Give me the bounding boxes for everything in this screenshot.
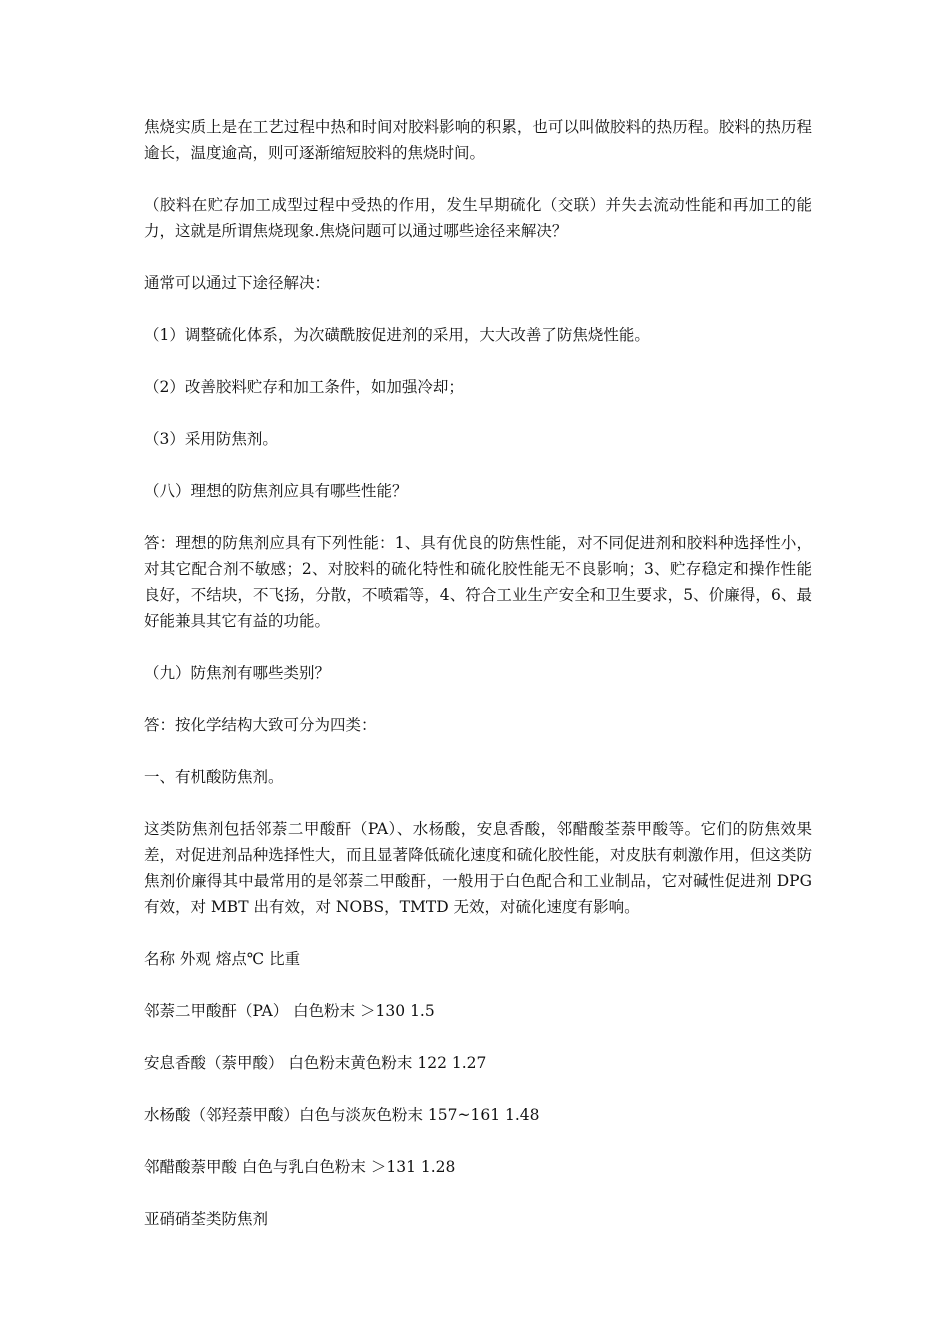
- paragraph-solution-2: （2）改善胶料贮存和加工条件，如加强冷却；: [144, 378, 464, 396]
- table-row-salicylic-acid: 水杨酸（邻羟萘甲酸）白色与淡灰色粉末 157~161 1.48: [144, 1106, 540, 1124]
- table-header-line: 名称 外观 熔点℃ 比重: [144, 950, 301, 968]
- paragraph-scorch-phenomenon: （胶料在贮存加工成型过程中受热的作用，发生早期硫化（交联）并失去流动性能和再加工的能力，这就是所谓焦烧现象.焦烧问题可以通过哪些途径来解决？: [144, 196, 812, 240]
- paragraph-scorch-definition: 焦烧实质上是在工艺过程中热和时间对胶料影响的积累，也可以叫做胶料的热历程。胶料的热历程逾长，温度逾高，则可逐渐缩短胶料的焦烧时间。: [144, 118, 812, 162]
- heading-question-8: （八）理想的防焦剂应具有哪些性能？: [144, 482, 408, 500]
- paragraph-answer-9: 答：按化学结构大致可分为四类：: [144, 716, 377, 734]
- table-row-acetyl-acid: 邻醋酸萘甲酸 白色与乳白色粉末 ＞131 1.28: [144, 1158, 456, 1176]
- paragraph-solution-1: （1）调整硫化体系，为次磺酰胺促进剂的采用，大大改善了防焦烧性能。: [144, 326, 650, 344]
- heading-question-9: （九）防焦剂有哪些类别？: [144, 664, 331, 682]
- heading-nitroso-class: 亚硝硝荃类防焦剂: [144, 1210, 269, 1228]
- table-row-pa: 邻萘二甲酸酐（PA） 白色粉末 ＞130 1.5: [144, 1002, 435, 1020]
- paragraph-solution-3: （3）采用防焦剂。: [144, 430, 278, 448]
- table-row-benzoic-acid: 安息香酸（萘甲酸） 白色粉末黄色粉末 122 1.27: [144, 1054, 487, 1072]
- document-page: [144, 114, 812, 1258]
- paragraph-answer-8: 答：理想的防焦剂应具有下列性能：1、具有优良的防焦性能，对不同促进剂和胶料种选择性小，对其它配合剂不敏感；2、对胶料的硫化特性和硫化胶性能无不良影响；3、贮存稳定和操作性能良好，不结块，不飞扬，分散，不喷霜等，4、符合工业生产安全和卫生要求，5、价廉得，6、最好能兼具其它有益的功能。: [144, 534, 812, 630]
- paragraph-solutions-intro: 通常可以通过下途径解决：: [144, 274, 331, 292]
- heading-organic-acid: 一、有机酸防焦剂。: [144, 768, 284, 786]
- paragraph-organic-acid-description: 这类防焦剂包括邻萘二甲酸酐（PA）、水杨酸，安息香酸，邻醋酸荃萘甲酸等。它们的防焦效果差，对促进剂品种选择性大，而且显著降低硫化速度和硫化胶性能，对皮肤有刺激作用，但这类防焦剂价廉得其中最常用的是邻萘二甲酸酐，一般用于白色配合和工业制品，它对碱性促进剂 DPG 有效，对 MBT 出有效，对 NOBS，TMTD 无效，对硫化速度有影响。: [144, 820, 812, 916]
